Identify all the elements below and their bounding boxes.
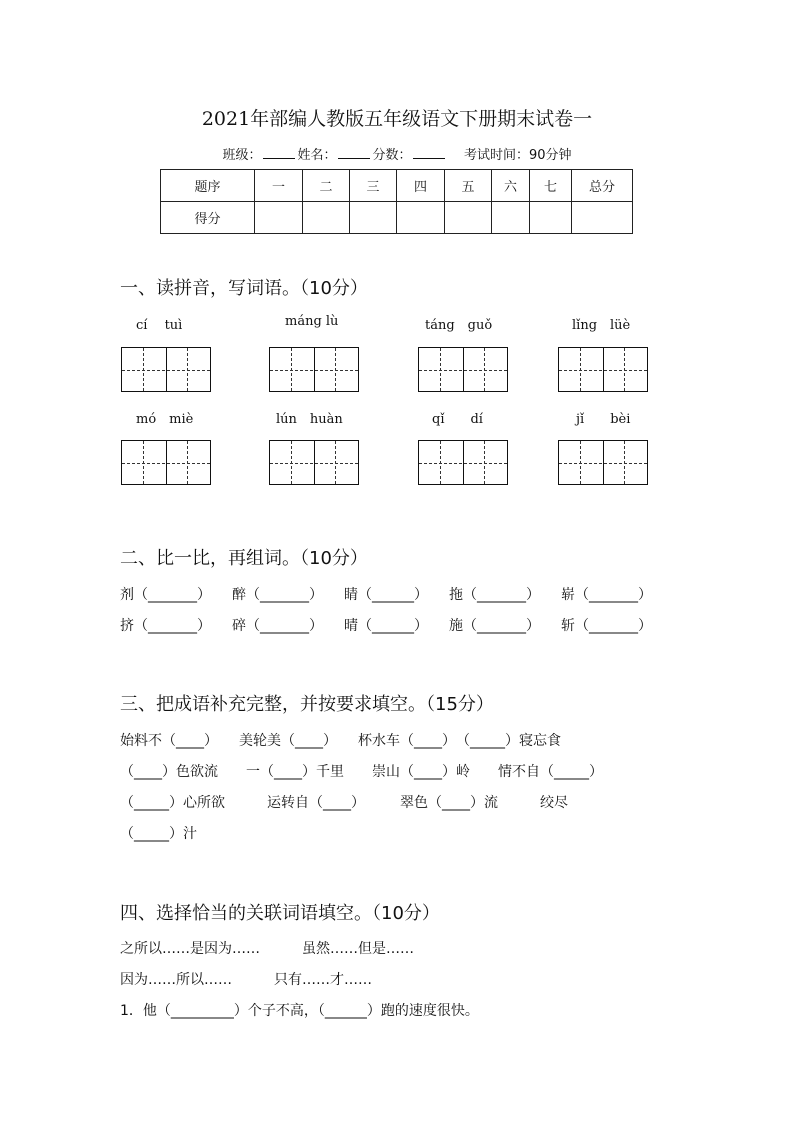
pinyin-label: jǐ bèi <box>576 412 631 427</box>
section3-heading: 三、把成语补充完整，并按要求填空。（15分） <box>120 694 494 715</box>
section1-heading: 一、读拼音，写词语。（10分） <box>120 278 368 299</box>
score-header-cell: 题序 <box>161 170 255 202</box>
score-header-cell: 七 <box>530 170 572 202</box>
compare-item[interactable]: 拖（_______） <box>449 587 540 603</box>
compare-item[interactable]: 醉（_______） <box>232 587 323 603</box>
page-title: 2021年部编人教版五年级语文下册期末试卷一 <box>201 108 593 130</box>
idiom-line[interactable]: （_____）汁 <box>120 826 197 842</box>
compare-item[interactable]: 斩（_______） <box>561 618 652 634</box>
tianzige-box[interactable] <box>558 347 648 392</box>
name-label: 姓名： <box>297 148 337 163</box>
score-cell[interactable] <box>397 202 445 234</box>
compare-item[interactable]: 晴（______） <box>344 618 428 634</box>
exam-time: 考试时间：90分钟 <box>464 148 572 163</box>
tianzige-box[interactable] <box>558 440 648 485</box>
tianzige-box[interactable] <box>418 347 508 392</box>
compare-item[interactable]: 睛（______） <box>344 587 428 603</box>
score-table-header-row <box>161 170 633 202</box>
class-label: 班级： <box>222 148 262 163</box>
section4-heading: 四、选择恰当的关联词语填空。（10分） <box>120 903 440 924</box>
score-row-label: 得分 <box>161 202 255 234</box>
score-table-score-row <box>161 202 633 234</box>
conjunction-options: 因为……所以…… 只有……才…… <box>120 972 372 988</box>
score-table <box>160 169 633 234</box>
idiom-line[interactable]: （____）色欲流 一（____）千里 崇山（____）岭 情不自（_____） <box>120 764 603 780</box>
tianzige-box[interactable] <box>121 440 211 485</box>
pinyin-label: máng lù <box>285 314 339 329</box>
score-cell[interactable] <box>350 202 397 234</box>
score-label: 分数： <box>372 148 412 163</box>
score-header-cell: 三 <box>350 170 397 202</box>
tianzige-box[interactable] <box>418 440 508 485</box>
compare-item[interactable]: 挤（_______） <box>120 618 211 634</box>
compare-item[interactable]: 碎（_______） <box>232 618 323 634</box>
compare-item[interactable]: 施（_______） <box>449 618 540 634</box>
conjunction-options: 之所以……是因为…… 虽然……但是…… <box>120 941 414 957</box>
score-cell[interactable] <box>445 202 492 234</box>
pinyin-label: cí tuì <box>136 318 183 333</box>
compare-item[interactable]: 剂（_______） <box>120 587 211 603</box>
score-cell[interactable] <box>492 202 530 234</box>
score-header-cell: 四 <box>397 170 445 202</box>
score-cell[interactable] <box>255 202 303 234</box>
name-blank[interactable] <box>338 146 370 159</box>
compare-item[interactable]: 崭（_______） <box>561 587 652 603</box>
question-1[interactable]: 1．他（_________）个子不高，（______）跑的速度很快。 <box>120 1003 479 1019</box>
score-cell[interactable] <box>303 202 350 234</box>
pinyin-label: lún huàn <box>276 412 343 427</box>
idiom-line[interactable]: （_____）心所欲 运转自（____） 翠色（____）流 绞尽 <box>120 795 568 811</box>
tianzige-box[interactable] <box>269 440 359 485</box>
class-blank[interactable] <box>263 146 295 159</box>
score-header-cell: 总分 <box>572 170 633 202</box>
pinyin-label: qǐ dí <box>432 412 483 427</box>
score-header-cell: 二 <box>303 170 350 202</box>
student-info-line <box>0 144 794 163</box>
score-header-cell: 六 <box>492 170 530 202</box>
tianzige-box[interactable] <box>121 347 211 392</box>
score-header-cell: 五 <box>445 170 492 202</box>
tianzige-box[interactable] <box>269 347 359 392</box>
idiom-line[interactable]: 始料不（____） 美轮美（____） 杯水车（____） （_____）寝忘食 <box>120 733 561 749</box>
score-blank[interactable] <box>413 146 445 159</box>
pinyin-label: lǐng lüè <box>572 318 631 333</box>
pinyin-label: táng guǒ <box>425 318 493 333</box>
score-header-cell: 一 <box>255 170 303 202</box>
score-cell[interactable] <box>572 202 633 234</box>
score-cell[interactable] <box>530 202 572 234</box>
section2-heading: 二、比一比，再组词。（10分） <box>120 548 368 569</box>
pinyin-label: mó miè <box>136 412 194 427</box>
